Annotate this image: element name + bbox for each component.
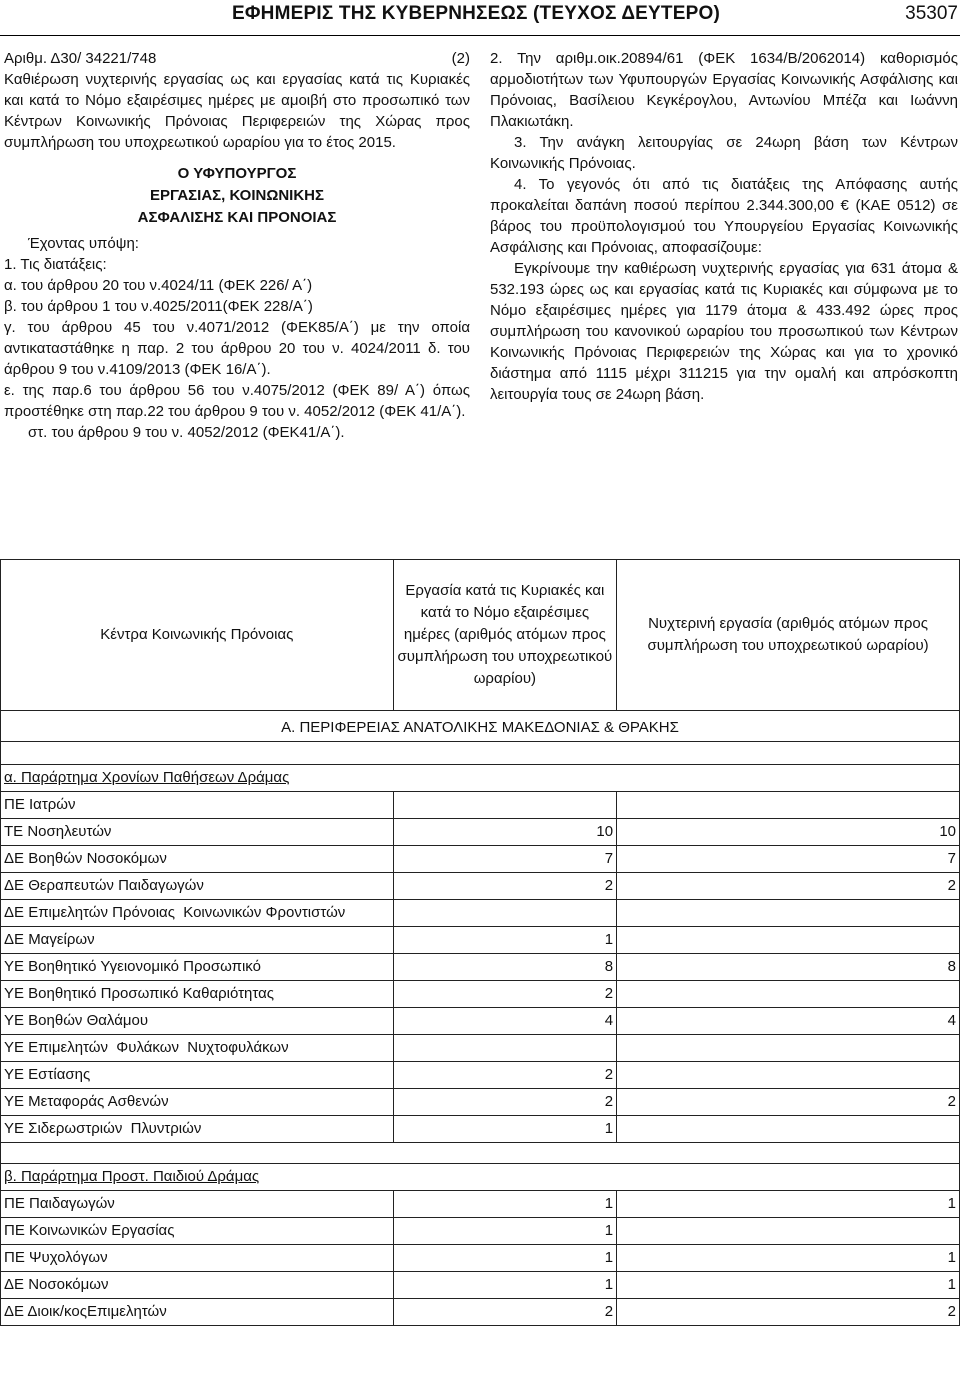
staff-category: ΥΕ Βοηθητικό Προσωπικό Καθαριότητας: [1, 981, 394, 1008]
table-row: [1, 819, 960, 846]
table-row: [1, 1299, 960, 1326]
staff-category: ΤΕ Νοσηλευτών: [1, 819, 394, 846]
staff-category: ΥΕ Βοηθητικό Υγειονομικό Προσωπικό: [1, 954, 394, 981]
decision-subject: Καθιέρωση νυχτερινής εργασίας ως και εργασίας κατά τις Κυριακές και κατά το Νόμο εξαιρέσιμες ημέρες με αμοιβή στο προσωπικό των Κέντρων Κοινωνικής Πρόνοιας Περιφερειών της Χώρας προς συμπλήρωση του υποχρεωτικού ωραρίου για το έτος 2015.: [4, 71, 470, 151]
table-row: [1, 900, 960, 927]
staff-category: ΥΕ Σιδερωστριών Πλυντριών: [1, 1116, 394, 1143]
night-count: [617, 981, 960, 1008]
paragraph-3: 3. Την ανάγκη λειτουργίας σε 24ωρη βάση των Κέντρων Κοινωνικής Πρόνοιας.: [490, 134, 958, 172]
staff-category: ΔΕ Διοικ/κοςΕπιμελητών: [1, 1299, 394, 1326]
night-count: 1: [617, 1245, 960, 1272]
sunday-count: [393, 900, 616, 927]
night-count: [617, 927, 960, 954]
sunday-count: 8: [393, 954, 616, 981]
section-row: [1, 765, 960, 792]
sunday-count: 2: [393, 981, 616, 1008]
section-row: [1, 1164, 960, 1191]
table-row: [1, 1272, 960, 1299]
table-row: [1, 1062, 960, 1089]
region-label: Α. ΠΕΡΙΦΕΡΕΙΑΣ ΑΝΑΤΟΛΙΚΗΣ ΜΑΚΕΔΟΝΙΑΣ & ΘΡΑΚΗΣ: [1, 711, 960, 742]
sunday-count: 1: [393, 1116, 616, 1143]
sunday-count: 2: [393, 1089, 616, 1116]
night-count: 1: [617, 1272, 960, 1299]
section-a-rows: [1, 792, 960, 1143]
header-sundays: Εργασία κατά τις Κυριακές και κατά το Νόμο εξαιρέσιμες ημέρες (αριθμός ατόμων προς συμπλήρωση του υποχρεωτικού ωραρίου): [393, 560, 616, 711]
staff-category: ΥΕ Βοηθών Θαλάμου: [1, 1008, 394, 1035]
decision-index: (2): [451, 50, 470, 67]
table-row: [1, 981, 960, 1008]
sunday-count: 1: [393, 927, 616, 954]
table-row: [1, 927, 960, 954]
sunday-count: 1: [393, 1245, 616, 1272]
sunday-count: [393, 1035, 616, 1062]
sunday-count: 7: [393, 846, 616, 873]
section-b-rows: [1, 1191, 960, 1326]
night-count: [617, 1218, 960, 1245]
sunday-count: 4: [393, 1008, 616, 1035]
sunday-count: 1: [393, 1218, 616, 1245]
night-count: 1: [617, 1191, 960, 1218]
sunday-count: 10: [393, 819, 616, 846]
night-count: [617, 1035, 960, 1062]
sunday-count: 1: [393, 1272, 616, 1299]
provision-1: 1. Τις διατάξεις:: [4, 256, 107, 273]
table-row: [1, 1089, 960, 1116]
ministry-heading: [4, 163, 470, 229]
staff-category: ΔΕ Μαγείρων: [1, 927, 394, 954]
staff-category: ΥΕ Επιμελητών Φυλάκων Νυχτοφυλάκων: [1, 1035, 394, 1062]
staff-category: ΠΕ Ιατρών: [1, 792, 394, 819]
night-count: 2: [617, 873, 960, 900]
section-a-label: α. Παράρτημα Χρονίων Παθήσεων Δράμας: [1, 765, 960, 792]
ministry-line-2: ΕΡΓΑΣΙΑΣ, ΚΟΙΝΩΝΙΚΗΣ: [149, 187, 325, 204]
staff-category: ΥΕ Εστίασης: [1, 1062, 394, 1089]
header-rule: [0, 35, 960, 36]
page-header: [0, 0, 960, 36]
section-b-label: β. Παράρτημα Προστ. Παιδιού Δράμας: [1, 1164, 960, 1191]
decision-reference: [4, 48, 470, 69]
sunday-count: 2: [393, 873, 616, 900]
staff-category: ΔΕ Νοσοκόμων: [1, 1272, 394, 1299]
table-row: [1, 1218, 960, 1245]
staff-category: ΥΕ Μεταφοράς Ασθενών: [1, 1089, 394, 1116]
table-row: [1, 1116, 960, 1143]
night-count: 7: [617, 846, 960, 873]
night-count: [617, 900, 960, 927]
staff-category: ΠΕ Ψυχολόγων: [1, 1245, 394, 1272]
table-row: [1, 1191, 960, 1218]
table-row: [1, 954, 960, 981]
night-count: 2: [617, 1089, 960, 1116]
spacer-row: [1, 1143, 960, 1164]
staff-category: ΠΕ Παιδαγωγών: [1, 1191, 394, 1218]
having-in-mind: Έχοντας υπόψη:: [28, 235, 139, 252]
provision-a: α. του άρθρου 20 του ν.4024/11 (ΦΕΚ 226/ Α΄): [4, 277, 313, 294]
table-row: [1, 873, 960, 900]
table-row: [1, 846, 960, 873]
sunday-count: 1: [393, 1191, 616, 1218]
spacer-row: [1, 742, 960, 765]
provision-b: β. του άρθρου 1 του ν.4025/2011(ΦΕΚ 228/Α΄): [4, 298, 313, 315]
right-column: [490, 48, 958, 405]
paragraph-2: 2. Την αριθμ.οικ.20894/61 (ΦΕΚ 1634/Β/2062014) καθορισμός αρμοδιοτήτων των Υφυπουργών Εργασίας Κοινωνικής Ασφάλισης και Πρόνοιας, Βασίλειου Κεγκέρογλου, Αντωνίου Μπέζα και Ιωάννη Πλακιωτάκη.: [490, 50, 958, 130]
night-count: [617, 1116, 960, 1143]
decision-text: Εγκρίνουμε την καθιέρωση νυχτερινής εργασίας για 631 άτομα & 532.193 ώρες ως και εργασίας κατά τις Κυριακές και σύμφωνα με το Νόμο εξαιρέσιμες ημέρες για 1179 άτομα & 433.492 ώρες προς συμπλήρωση του κανονικού ωραρίου του προσωπικού των Κέντρων Κοινωνικής Πρόνοιας Περιφερειών της Χώρας και για το χρονικό διάστημα από 1115 μέχρι 311215 για την ομαλή και απρόσκοπτη λειτουργία τους σε 24ωρη βάση.: [490, 260, 958, 403]
table-row: [1, 1245, 960, 1272]
staff-category: ΔΕ Θεραπευτών Παιδαγωγών: [1, 873, 394, 900]
staff-category: ΔΕ Βοηθών Νοσοκόμων: [1, 846, 394, 873]
sunday-count: 2: [393, 1299, 616, 1326]
night-count: [617, 1062, 960, 1089]
header-night: Νυχτερινή εργασία (αριθμός ατόμων προς συμπλήρωση του υποχρεωτικού ωραρίου): [617, 560, 960, 711]
night-count: 10: [617, 819, 960, 846]
ministry-line-3: ΑΣΦΑΛΙΣΗΣ ΚΑΙ ΠΡΟΝΟΙΑΣ: [137, 209, 337, 226]
page-number: 35307: [905, 3, 958, 24]
left-column: [4, 48, 470, 443]
table-row: [1, 792, 960, 819]
night-count: 2: [617, 1299, 960, 1326]
staff-table: [0, 559, 960, 1326]
staff-category: ΔΕ Επιμελητών Πρόνοιας Κοινωνικών Φροντιστών: [1, 900, 394, 927]
paragraph-4: 4. Το γεγονός ότι από τις διατάξεις της Απόφασης αυτής προκαλείται δαπάνη ποσού περίπου 2.344.300,00 € (ΚΑΕ 0512) σε βάρος του προϋπολογισμού του Υπουργείου Εργασίας Κοινωνικής Ασφάλισης και Πρόνοιας, αποφασίζουμε:: [490, 176, 958, 256]
staff-category: ΠΕ Κοινωνικών Εργασίας: [1, 1218, 394, 1245]
decision-number: Αριθμ. Δ30/ 34221/748: [4, 50, 157, 67]
table-header-row: [1, 560, 960, 711]
gazette-title: ΕΦΗΜΕΡΙΣ ΤΗΣ ΚΥΒΕΡΝΗΣΕΩΣ (ΤΕΥΧΟΣ ΔΕΥΤΕΡΟ): [232, 3, 720, 24]
provision-g: γ. του άρθρου 45 του ν.4071/2012 (ΦΕΚ85/Α΄) με την οποία αντικαταστάθηκε η παρ. 2 του άρθρου 20 του ν. 4024/2011 δ. του άρθρου 9 του ν.4109/2013 (ΦΕΚ 16/Α΄).: [4, 319, 470, 378]
region-row: [1, 711, 960, 742]
night-count: [617, 792, 960, 819]
night-count: 4: [617, 1008, 960, 1035]
ministry-line-1: Ο ΥΦΥΠΟΥΡΓΟΣ: [177, 165, 297, 182]
provision-st: στ. του άρθρου 9 του ν. 4052/2012 (ΦΕΚ41/Α΄).: [28, 424, 345, 441]
sunday-count: [393, 792, 616, 819]
sunday-count: 2: [393, 1062, 616, 1089]
header-centers: Κέντρα Κοινωνικής Πρόνοιας: [1, 560, 394, 711]
table-row: [1, 1035, 960, 1062]
provision-e: ε. της παρ.6 του άρθρου 56 του ν.4075/2012 (ΦΕΚ 89/ Α΄) όπως προστέθηκε στη παρ.22 του άρθρου 9 του ν. 4052/2012 (ΦΕΚ 41/Α΄).: [4, 382, 470, 420]
table-row: [1, 1008, 960, 1035]
night-count: 8: [617, 954, 960, 981]
